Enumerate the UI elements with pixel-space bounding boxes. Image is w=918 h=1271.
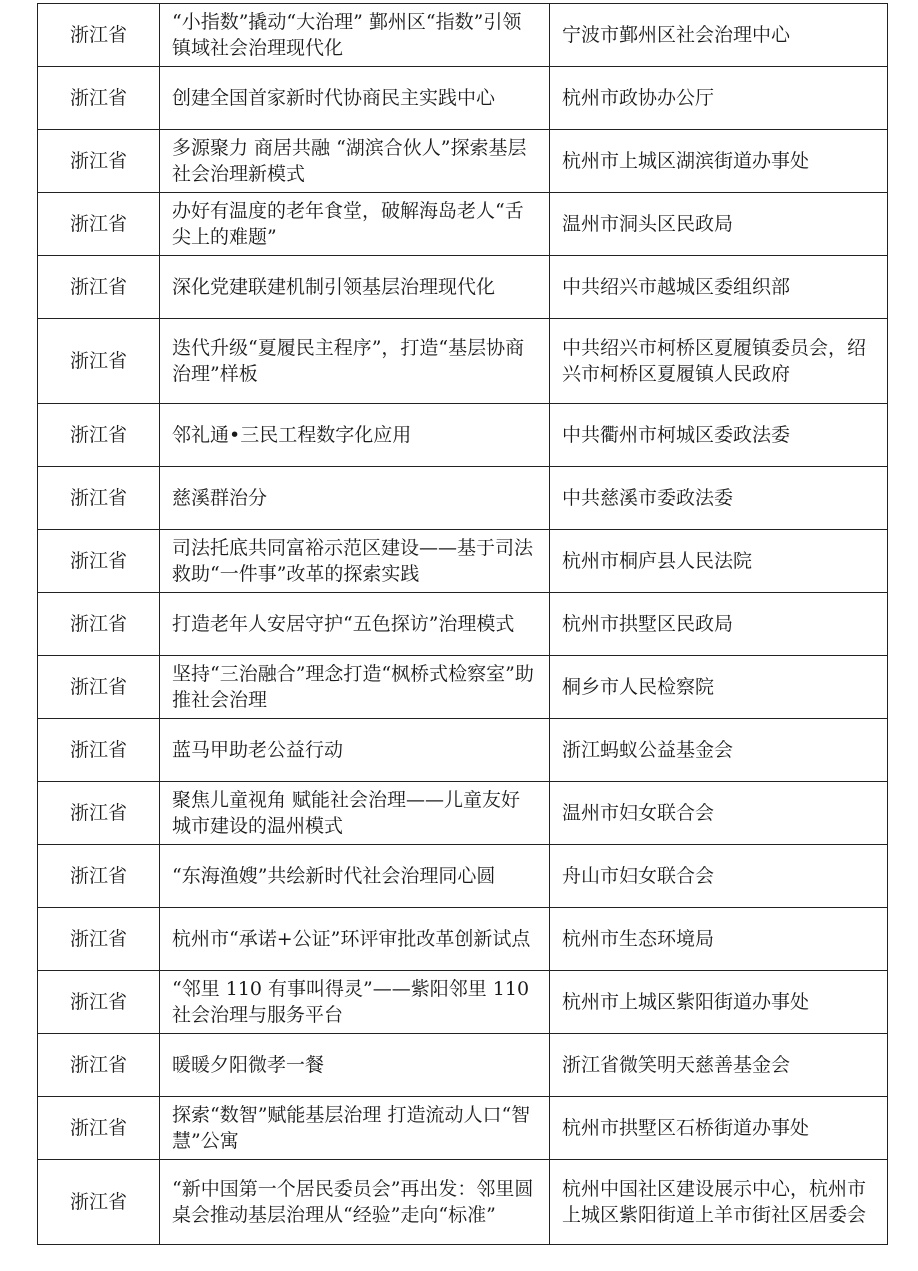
project-cell: 暖暖夕阳微孝一餐 — [160, 1034, 550, 1097]
project-cell: “东海渔嫂”共绘新时代社会治理同心圆 — [160, 845, 550, 908]
project-table — [37, 3, 888, 1245]
project-cell: 迭代升级“夏履民主程序”，打造“基层协商治理”样板 — [160, 319, 550, 404]
province-cell: 浙江省 — [38, 404, 160, 467]
table-row — [38, 319, 888, 404]
province-cell: 浙江省 — [38, 971, 160, 1034]
unit-cell: 中共绍兴市柯桥区夏履镇委员会，绍兴市柯桥区夏履镇人民政府 — [550, 319, 888, 404]
project-cell: 司法托底共同富裕示范区建设——基于司法救助“一件事”改革的探索实践 — [160, 530, 550, 593]
province-cell: 浙江省 — [38, 1034, 160, 1097]
unit-cell: 浙江蚂蚁公益基金会 — [550, 719, 888, 782]
project-cell: 探索“数智”赋能基层治理 打造流动人口“智慧”公寓 — [160, 1097, 550, 1160]
table-row — [38, 1097, 888, 1160]
province-cell: 浙江省 — [38, 67, 160, 130]
project-cell: 打造老年人安居守护“五色探访”治理模式 — [160, 593, 550, 656]
unit-cell: 中共衢州市柯城区委政法委 — [550, 404, 888, 467]
table-row — [38, 4, 888, 67]
project-cell: “邻里 110 有事叫得灵”——紫阳邻里 110 社会治理与服务平台 — [160, 971, 550, 1034]
table-row — [38, 908, 888, 971]
unit-cell: 宁波市鄞州区社会治理中心 — [550, 4, 888, 67]
unit-cell: 杭州市生态环境局 — [550, 908, 888, 971]
unit-cell: 杭州市上城区紫阳街道办事处 — [550, 971, 888, 1034]
province-cell: 浙江省 — [38, 782, 160, 845]
project-cell: 蓝马甲助老公益行动 — [160, 719, 550, 782]
unit-cell: 中共绍兴市越城区委组织部 — [550, 256, 888, 319]
province-cell: 浙江省 — [38, 193, 160, 256]
province-cell: 浙江省 — [38, 908, 160, 971]
table-row — [38, 782, 888, 845]
unit-cell: 舟山市妇女联合会 — [550, 845, 888, 908]
table-row — [38, 719, 888, 782]
table-row — [38, 1160, 888, 1245]
unit-cell: 杭州市拱墅区民政局 — [550, 593, 888, 656]
table-row — [38, 593, 888, 656]
table-row — [38, 1034, 888, 1097]
project-cell: 邻礼通•三民工程数字化应用 — [160, 404, 550, 467]
province-cell: 浙江省 — [38, 719, 160, 782]
province-cell: 浙江省 — [38, 656, 160, 719]
table-row — [38, 467, 888, 530]
table-row — [38, 130, 888, 193]
table-row — [38, 404, 888, 467]
province-cell: 浙江省 — [38, 1160, 160, 1245]
project-cell: 坚持“三治融合”理念打造“枫桥式检察室”助推社会治理 — [160, 656, 550, 719]
province-cell: 浙江省 — [38, 845, 160, 908]
unit-cell: 杭州市拱墅区石桥街道办事处 — [550, 1097, 888, 1160]
province-cell: 浙江省 — [38, 319, 160, 404]
province-cell: 浙江省 — [38, 1097, 160, 1160]
project-cell: 杭州市“承诺+公证”环评审批改革创新试点 — [160, 908, 550, 971]
table-body — [38, 4, 888, 1245]
unit-cell: 桐乡市人民检察院 — [550, 656, 888, 719]
unit-cell: 杭州市政协办公厅 — [550, 67, 888, 130]
project-cell: 办好有温度的老年食堂，破解海岛老人“舌尖上的难题” — [160, 193, 550, 256]
project-cell: 慈溪群治分 — [160, 467, 550, 530]
unit-cell: 中共慈溪市委政法委 — [550, 467, 888, 530]
table-row — [38, 656, 888, 719]
table-row — [38, 67, 888, 130]
province-cell: 浙江省 — [38, 530, 160, 593]
project-cell: 多源聚力 商居共融 “湖滨合伙人”探索基层社会治理新模式 — [160, 130, 550, 193]
project-cell: “新中国第一个居民委员会”再出发：邻里圆桌会推动基层治理从“经验”走向“标准” — [160, 1160, 550, 1245]
province-cell: 浙江省 — [38, 130, 160, 193]
table-row — [38, 530, 888, 593]
unit-cell: 浙江省微笑明天慈善基金会 — [550, 1034, 888, 1097]
project-cell: 创建全国首家新时代协商民主实践中心 — [160, 67, 550, 130]
unit-cell: 杭州中国社区建设展示中心，杭州市上城区紫阳街道上羊市街社区居委会 — [550, 1160, 888, 1245]
province-cell: 浙江省 — [38, 467, 160, 530]
province-cell: 浙江省 — [38, 256, 160, 319]
table-row — [38, 971, 888, 1034]
province-cell: 浙江省 — [38, 4, 160, 67]
project-cell: “小指数”撬动“大治理” 鄞州区“指数”引领镇域社会治理现代化 — [160, 4, 550, 67]
project-cell: 聚焦儿童视角 赋能社会治理——儿童友好城市建设的温州模式 — [160, 782, 550, 845]
table-row — [38, 193, 888, 256]
table-row — [38, 845, 888, 908]
unit-cell: 杭州市桐庐县人民法院 — [550, 530, 888, 593]
province-cell: 浙江省 — [38, 593, 160, 656]
unit-cell: 温州市洞头区民政局 — [550, 193, 888, 256]
unit-cell: 温州市妇女联合会 — [550, 782, 888, 845]
unit-cell: 杭州市上城区湖滨街道办事处 — [550, 130, 888, 193]
project-cell: 深化党建联建机制引领基层治理现代化 — [160, 256, 550, 319]
table-row — [38, 256, 888, 319]
